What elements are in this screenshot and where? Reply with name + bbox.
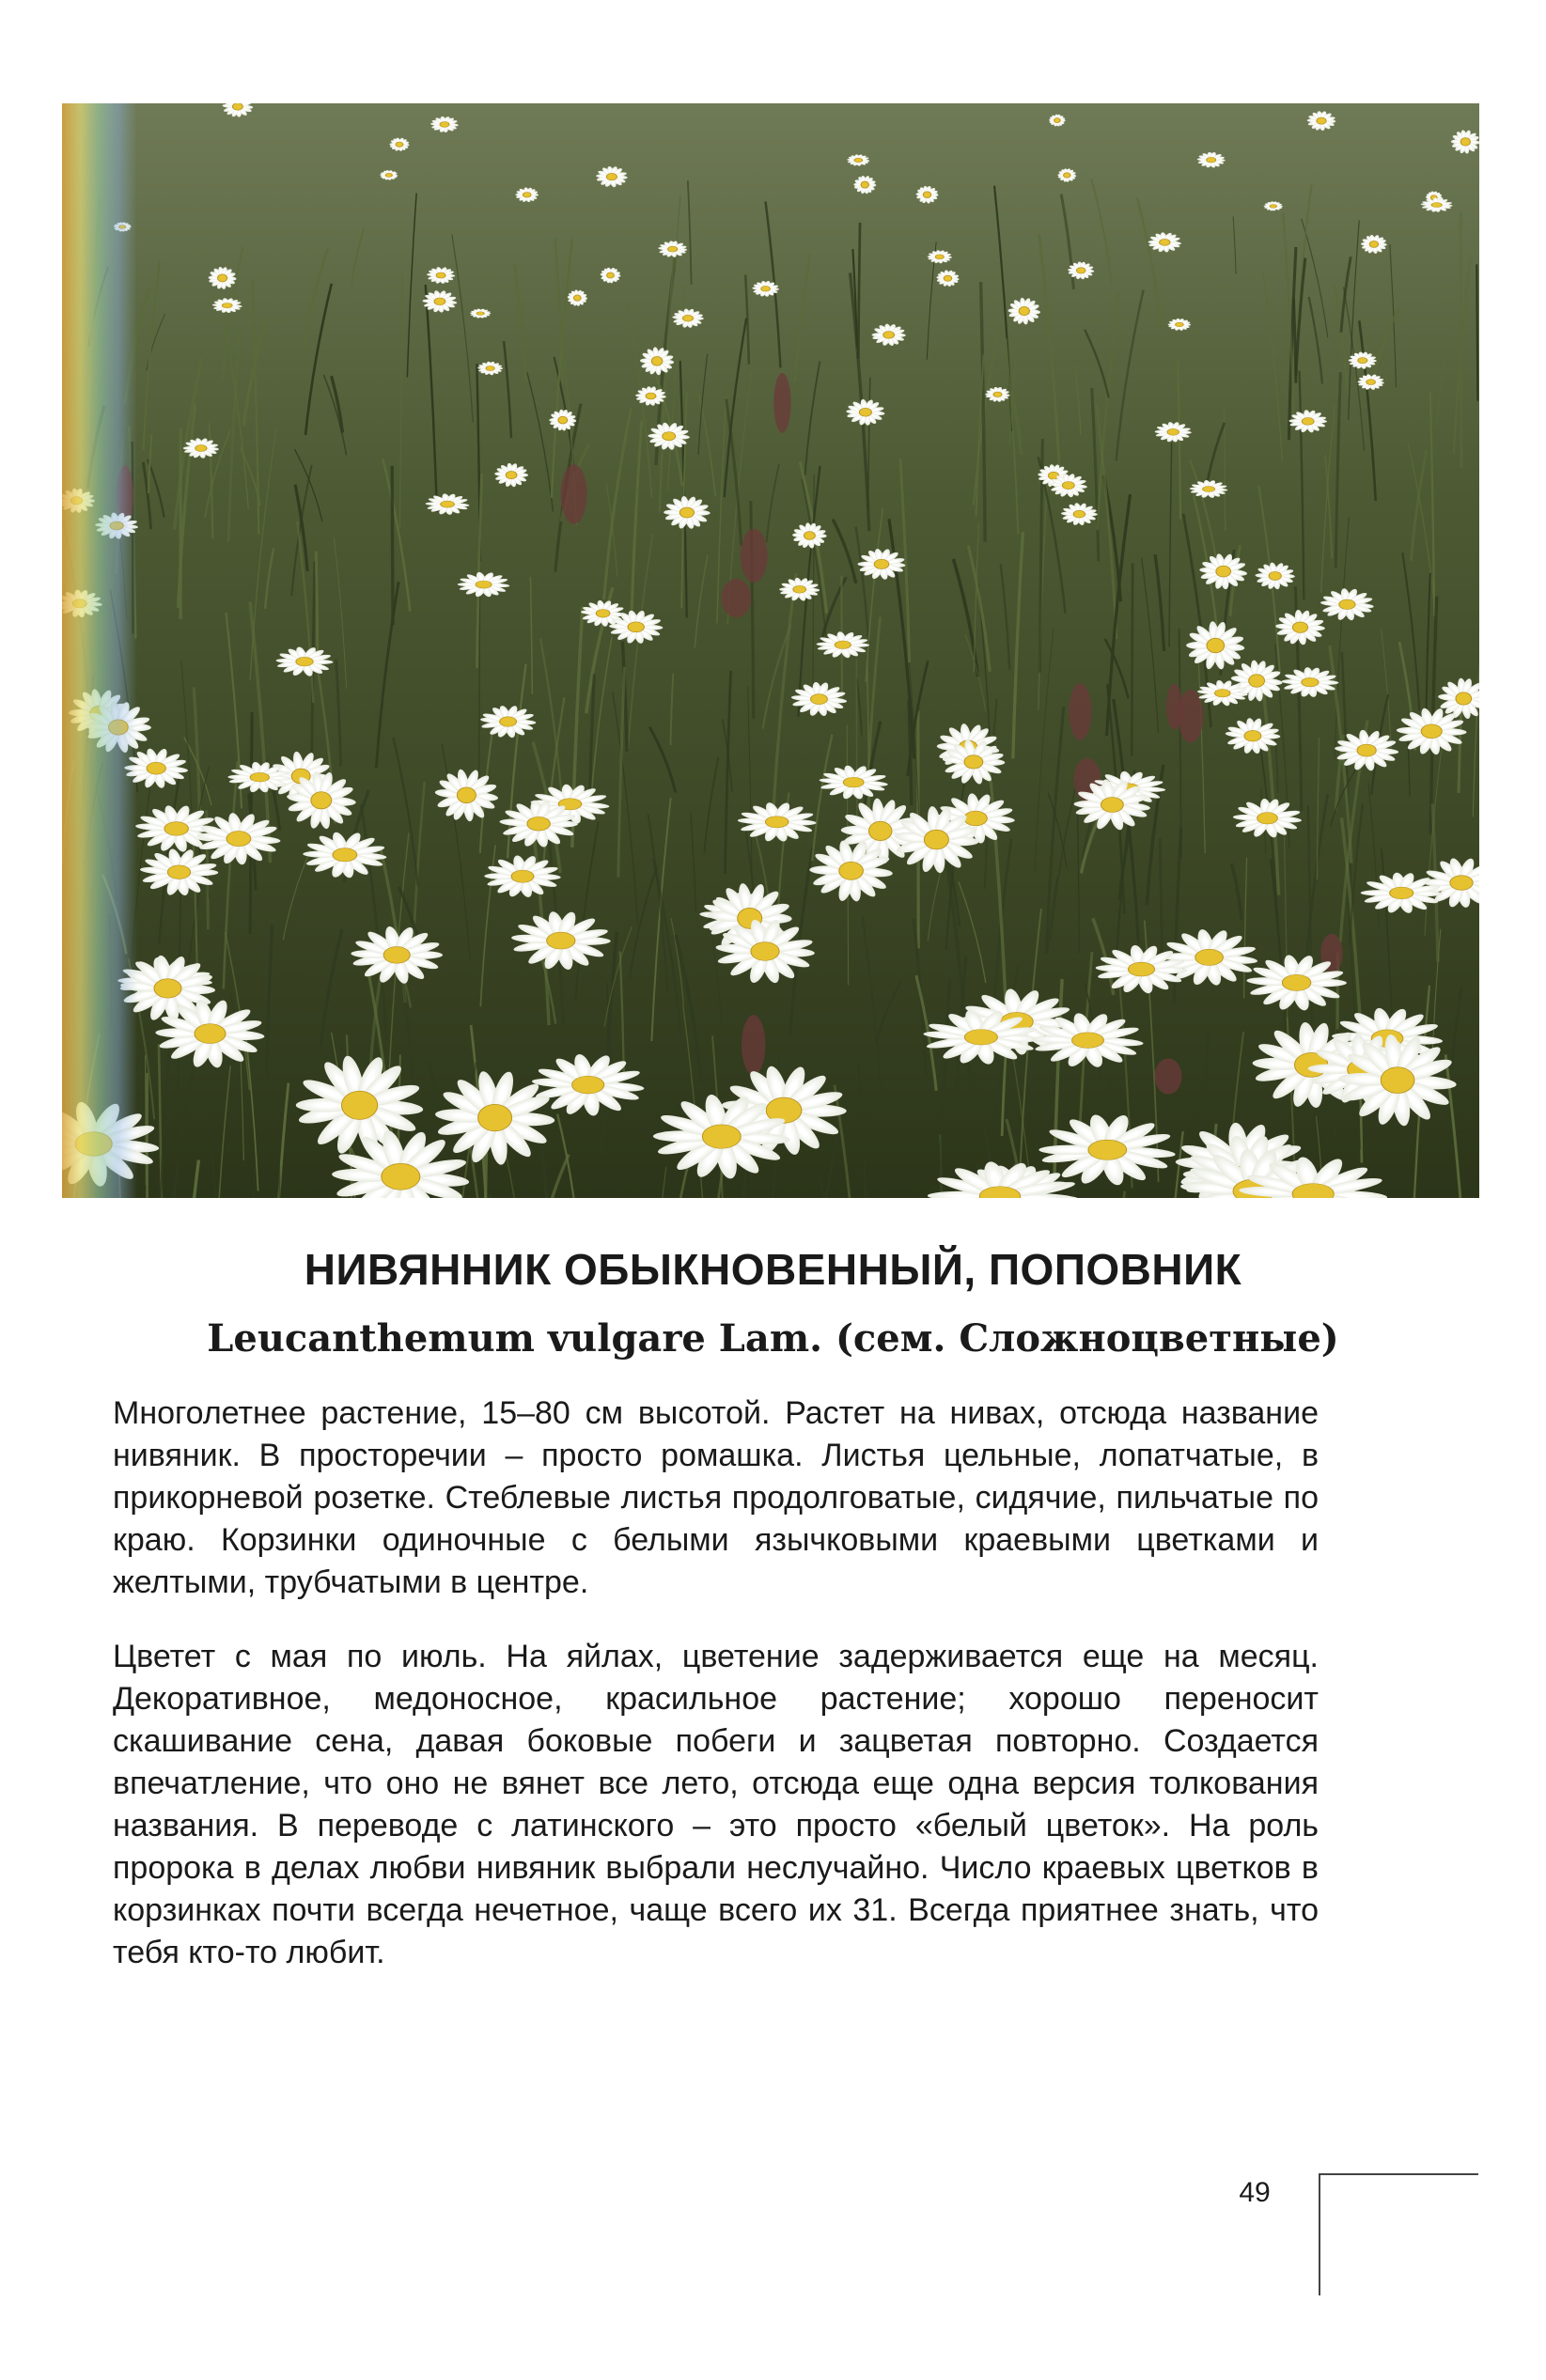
page-title: НИВЯННИК ОБЫКНОВЕННЫЙ, ПОПОВНИК — [304, 1245, 1242, 1294]
crop-mark-vertical — [1319, 2173, 1320, 2295]
description-paragraph-1: Многолетнее растение, 15–80 см высотой. Растет на нивах, отсюда название нивяник. В просторечии – просто ромашка. Листья цельные, лопатчатые, в прикорневой розетке. Стеблевые листья продолговатые, сидячие, пильчатые по краю. Корзинки одиночные с белыми язычковыми краевыми цветками и желтыми, трубчатыми в центре. — [113, 1395, 1319, 1600]
latin-name-subtitle: Leucanthemum vulgare Lam. (сем. Сложноцветные) — [207, 1316, 1339, 1361]
crop-mark-horizontal — [1319, 2173, 1478, 2175]
daisy-meadow-illustration — [62, 103, 1479, 1198]
description-paragraph-2: Цветет с мая по июль. На яйлах, цветение задерживается еще на месяц. Декоративное, медоносное, красильное растение; хорошо переносит скашивание сена, давая боковые побеги и зацветая повторно. Создается впечатление, что оно не вянет все лето, отсюда еще одна версия толкования названия. В переводе с латинского – это просто «белый цветок». На роль пророка в делах любви нивяник выбрали неслучайно. Число краевых цветков в корзинках почти всегда нечетное, чаще всего их 31. Всегда приятнее знать, что тебя кто-то любит. — [113, 1639, 1319, 1970]
meadow-background — [62, 103, 1479, 1198]
page-number: 49 — [1239, 2177, 1271, 2208]
meadow-photo — [62, 103, 1479, 1198]
film-edge-rainbow — [62, 103, 137, 1198]
